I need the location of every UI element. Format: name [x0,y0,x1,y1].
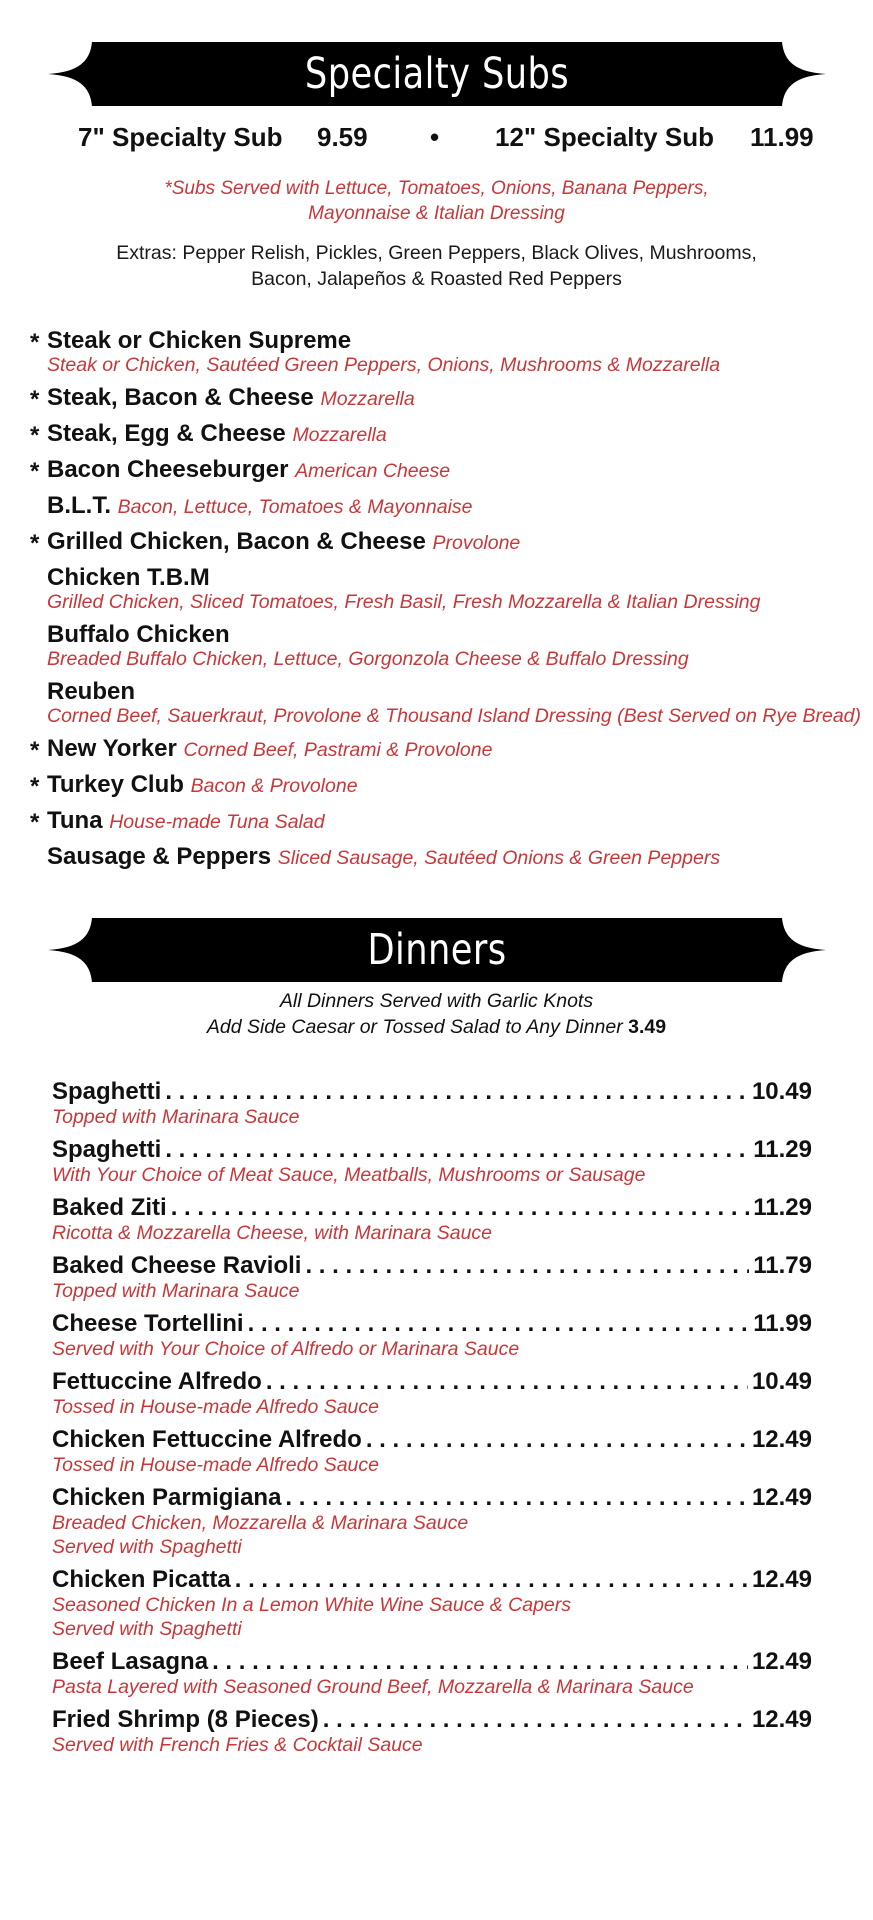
sub-title-line [47,565,870,591]
dinner-desc: Pasta Layered with Seasoned Ground Beef, Mozzarella & Marinara Sauce [52,1676,694,1698]
dinner-desc: Seasoned Chicken In a Lemon White Wine Sauce & Capers [52,1594,572,1616]
sub-item [30,328,870,376]
dinner-line [52,1252,812,1279]
dot-leader [212,1648,748,1675]
sub-inline-desc: House-made Tuna Salad [109,811,325,833]
subs-served-note [0,176,873,226]
sub-title-line [47,679,870,705]
dinner-item [52,1136,812,1187]
extras-line-1: Extras: Pepper Relish, Pickles, Green Peppers, Black Olives, Mushrooms, [116,242,757,264]
dinner-price: 12.49 [751,1484,812,1511]
sub-size-prices [0,122,873,162]
dinner-item [52,1310,812,1361]
dinners-title: Dinners [367,925,507,975]
sub-title-line [47,421,870,448]
sub-item [30,772,870,799]
dinner-price: 11.29 [753,1136,812,1163]
subs-banner [48,42,826,106]
small-sub-label: 7" Specialty Sub [78,122,283,152]
sub-item [30,421,870,448]
dinners-list [52,1078,812,1764]
dinner-name: Fettuccine Alfredo [52,1368,262,1395]
sub-inline-desc: Corned Beef, Pastrami & Provolone [183,739,493,761]
dinner-line [52,1706,812,1733]
sub-name: Bacon Cheeseburger [47,456,289,483]
sub-title-line [47,493,870,520]
bullet-separator: • [430,122,440,152]
dinner-name: Chicken Parmigiana [52,1484,282,1511]
sub-name: Chicken T.B.M [47,564,210,591]
sub-inline-desc: Mozzarella [292,424,387,446]
dinner-desc: Topped with Marinara Sauce [52,1280,300,1302]
sub-desc: Corned Beef, Sauerkraut, Provolone & Thousand Island Dressing (Best Served on Rye Bread) [47,705,862,727]
dinners-note-line-2 [0,1014,873,1040]
sub-name: Steak or Chicken Supreme [47,327,352,354]
star-marker: * [30,458,40,485]
subs-extras [0,240,873,292]
dinner-desc: Served with French Fries & Cocktail Sauce [52,1734,423,1756]
sub-name: Turkey Club [47,771,184,798]
dinner-desc-extra: Served with Spaghetti [52,1536,242,1558]
sub-item [30,457,870,484]
dinner-desc: With Your Choice of Meat Sauce, Meatballs, Mushrooms or Sausage [52,1164,646,1186]
star-marker: * [30,386,40,413]
dinner-price: 12.49 [751,1426,812,1453]
large-sub-price: 11.99 [750,122,814,152]
dinner-item [52,1648,812,1699]
subs-note-line-2: Mayonnaise & Italian Dressing [308,203,565,224]
dinner-desc: Tossed in House-made Alfredo Sauce [52,1396,379,1418]
salad-note: Add Side Caesar or Tossed Salad to Any Dinner [206,1016,623,1038]
dinner-item [52,1194,812,1245]
dinner-name: Baked Cheese Ravioli [52,1252,302,1279]
dinners-note-line-1: All Dinners Served with Garlic Knots [279,990,594,1012]
dot-leader [248,1310,750,1337]
dinner-name: Chicken Picatta [52,1566,231,1593]
sub-inline-desc: Bacon & Provolone [190,775,358,797]
sub-inline-desc: Sliced Sausage, Sautéed Onions & Green Peppers [277,847,721,869]
dinners-note [0,988,873,1040]
sub-item [30,385,870,412]
star-marker: * [30,809,40,836]
sub-title-line [47,808,870,835]
sub-name: Reuben [47,678,136,705]
dot-leader [165,1078,748,1105]
sub-name: Steak, Egg & Cheese [47,420,286,447]
dinner-price: 11.79 [753,1252,812,1279]
dinner-price: 11.99 [753,1310,812,1337]
dinner-price: 12.49 [751,1648,812,1675]
subs-title: Specialty Subs [304,49,570,99]
sub-item [30,679,870,727]
subs-list [30,328,870,880]
sub-inline-desc: Mozzarella [320,388,415,410]
dinner-line [52,1310,812,1337]
dot-leader [323,1706,748,1733]
dinner-price: 11.29 [753,1194,812,1221]
dinner-line [52,1368,812,1395]
sub-desc: Steak or Chicken, Sautéed Green Peppers, Onions, Mushrooms & Mozzarella [47,354,721,376]
dinner-line [52,1566,812,1593]
dinner-item [52,1426,812,1477]
dinner-line [52,1136,812,1163]
dinner-desc: Served with Your Choice of Alfredo or Marinara Sauce [52,1338,520,1360]
dinner-name: Fried Shrimp (8 Pieces) [52,1706,319,1733]
dinner-item [52,1566,812,1641]
sub-desc: Grilled Chicken, Sliced Tomatoes, Fresh Basil, Fresh Mozzarella & Italian Dressing [47,591,761,613]
dinner-desc: Tossed in House-made Alfredo Sauce [52,1454,379,1476]
sub-title-line [47,529,870,556]
dinner-item [52,1484,812,1559]
sub-item [30,529,870,556]
dinner-item [52,1706,812,1757]
dinner-line [52,1484,812,1511]
extras-line-2: Bacon, Jalapeños & Roasted Red Peppers [251,268,622,290]
sub-name: Tuna [47,807,103,834]
dot-leader [165,1136,749,1163]
star-marker: * [30,737,40,764]
sub-item [30,736,870,763]
dinner-desc: Breaded Chicken, Mozzarella & Marinara Sauce [52,1512,469,1534]
dinner-name: Spaghetti [52,1136,162,1163]
sub-name: B.L.T. [47,492,111,519]
sub-inline-desc: American Cheese [295,460,451,482]
large-sub-label: 12" Specialty Sub [495,122,714,152]
sub-name: Buffalo Chicken [47,621,230,648]
dinner-desc-extra: Served with Spaghetti [52,1618,242,1640]
sub-item [30,844,870,871]
dinner-item [52,1252,812,1303]
dot-leader [235,1566,748,1593]
dinners-banner [48,918,826,982]
sub-inline-desc: Bacon, Lettuce, Tomatoes & Mayonnaise [117,496,473,518]
star-marker: * [30,773,40,800]
sub-title-line [47,622,870,648]
sub-item [30,493,870,520]
dinner-item [52,1368,812,1419]
sub-name: New Yorker [47,735,177,762]
star-marker: * [30,422,40,449]
dinner-line [52,1648,812,1675]
dinner-name: Cheese Tortellini [52,1310,244,1337]
dinner-line [52,1078,812,1105]
sub-title-line [47,736,870,763]
dinner-price: 12.49 [751,1706,812,1733]
dinner-line [52,1426,812,1453]
dinner-name: Beef Lasagna [52,1648,209,1675]
dot-leader [285,1484,748,1511]
dinner-price: 10.49 [751,1368,812,1395]
dinner-name: Spaghetti [52,1078,162,1105]
dinner-line [52,1194,812,1221]
dot-leader [305,1252,749,1279]
dot-leader [171,1194,750,1221]
sub-title-line [47,328,870,354]
sub-title-line [47,385,870,412]
sub-name: Steak, Bacon & Cheese [47,384,314,411]
sub-name: Grilled Chicken, Bacon & Cheese [47,528,426,555]
sub-item [30,565,870,613]
sub-desc: Breaded Buffalo Chicken, Lettuce, Gorgonzola Cheese & Buffalo Dressing [47,648,689,670]
sub-name: Sausage & Peppers [47,843,272,870]
sub-item [30,622,870,670]
dinner-price: 12.49 [751,1566,812,1593]
star-marker: * [30,329,40,356]
dinner-name: Chicken Fettuccine Alfredo [52,1426,362,1453]
dinner-price: 10.49 [751,1078,812,1105]
dinner-desc: Ricotta & Mozzarella Cheese, with Marinara Sauce [52,1222,493,1244]
salad-price: 3.49 [628,1016,667,1038]
sub-title-line [47,844,870,871]
dinner-item [52,1078,812,1129]
sub-inline-desc: Provolone [432,532,521,554]
sub-item [30,808,870,835]
dinner-desc: Topped with Marinara Sauce [52,1106,300,1128]
small-sub-price: 9.59 [317,122,368,152]
sub-title-line [47,772,870,799]
dinner-name: Baked Ziti [52,1194,167,1221]
dot-leader [266,1368,748,1395]
sub-title-line [47,457,870,484]
star-marker: * [30,530,40,557]
subs-note-line-1: *Subs Served with Lettuce, Tomatoes, Onions, Banana Peppers, [164,178,709,199]
dot-leader [366,1426,748,1453]
